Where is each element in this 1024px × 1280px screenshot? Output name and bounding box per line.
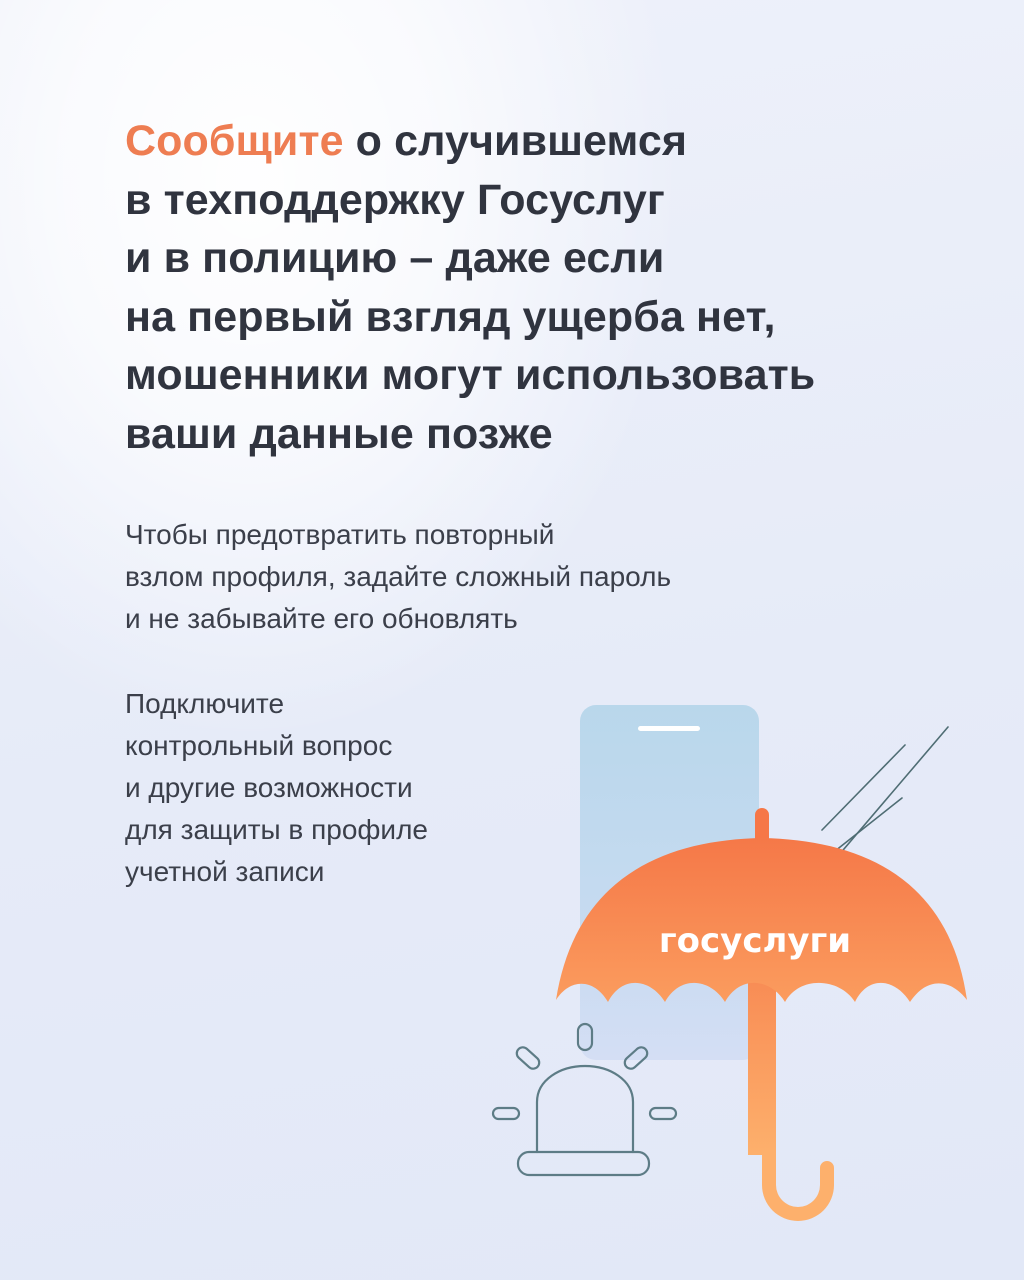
paragraph-line: и другие возможности <box>125 772 413 803</box>
paragraph-line: Чтобы предотвратить повторный <box>125 519 555 550</box>
headline-line: на первый взгляд ущерба нет, <box>125 292 776 341</box>
paragraph-line: контрольный вопрос <box>125 730 393 761</box>
paragraph-line: Подключите <box>125 688 285 719</box>
paragraph-line: взлом профиля, задайте сложный пароль <box>125 561 672 592</box>
umbrella-brand-label: госуслуги <box>658 921 852 961</box>
headline-line: ваши данные позже <box>125 409 553 458</box>
paragraph-line: и не забывайте его обновлять <box>125 603 518 634</box>
headline-accent: Сообщите <box>125 117 344 165</box>
paragraph-line: для защиты в профиле <box>125 814 428 845</box>
paragraph-line: учетной записи <box>125 856 325 887</box>
headline-line: о случившемся <box>343 117 688 165</box>
headline-line: мошенники могут использовать <box>125 351 816 399</box>
headline-line: и в полицию – даже если <box>125 234 665 282</box>
headline-line: в техподдержку Госуслуг <box>125 175 665 224</box>
